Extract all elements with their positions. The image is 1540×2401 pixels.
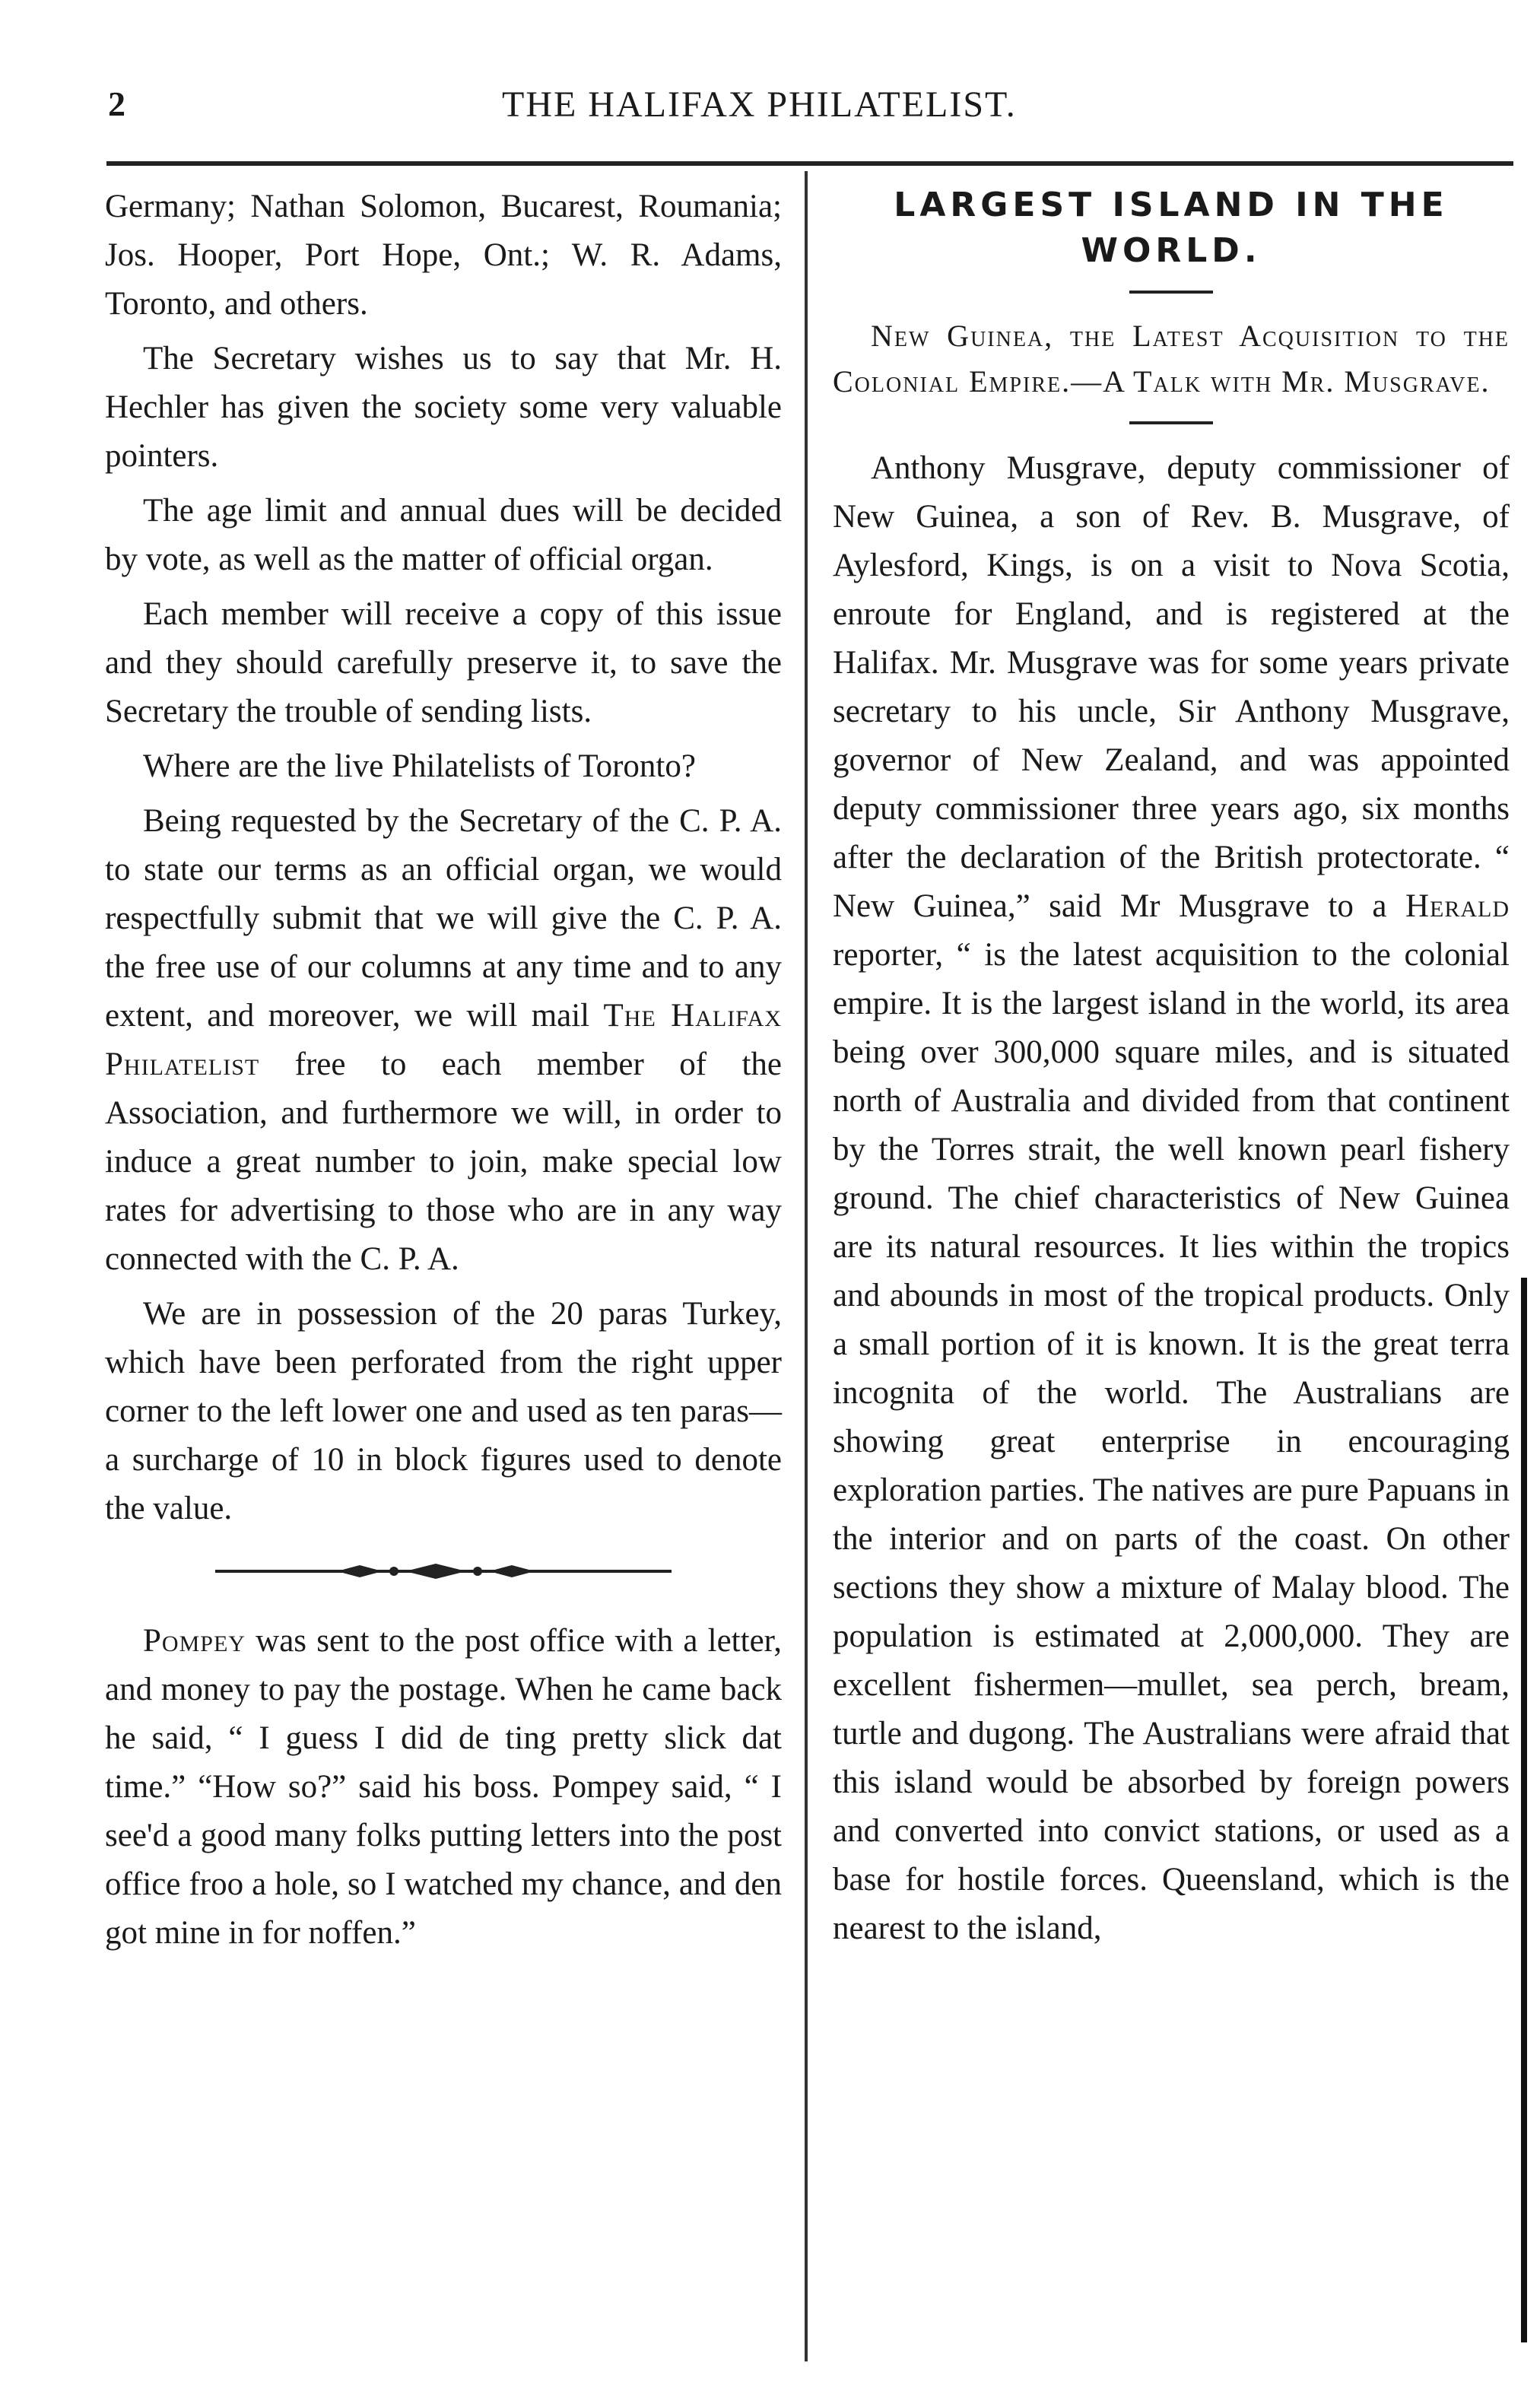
- title-rule: [1129, 291, 1213, 294]
- subheading-rule: [1129, 421, 1213, 424]
- toronto-question-paragraph: Where are the live Philatelists of Toronto?: [143, 748, 696, 784]
- article-text-before: Anthony Musgrave, deputy commissioner of New Guinea, a son of Rev. B. Musgrave, of Aylesford, Kings, is on a visit to Nova Scotia, enroute for England, and is registered at the Halifax. Mr. Musgrave was for some years private secretary to his uncle, Sir Anthony Musgrave, governor of New Zealand, and was appointed deputy commissioner three years ago, six months after the declaration of the British protectorate. “ New Guinea,” said Mr Musgrave to a: [833, 450, 1510, 924]
- page-header: [91, 84, 1506, 137]
- cpa-text-after: free to each member of the Association, and furthermore we will, in order to induce a great number to join, make special low rates for advertising to those who are in any way connected with the C. P. A.: [105, 1046, 782, 1277]
- member-copy-paragraph: Each member will receive a copy of this issue and they should carefully preserve it, to save the Secretary the trouble of sending lists.: [105, 596, 782, 729]
- cpa-terms-paragraph: [105, 797, 782, 1284]
- turkey-stamp-paragraph: We are in possession of the 20 paras Turkey, which have been perforated from the right upper corner to the left lower one and used as ten paras—a surcharge of 10 in block figures used to denote the value.: [105, 1296, 782, 1526]
- pompey-anecdote-paragraph: [105, 1617, 782, 1958]
- article-body-paragraph: [833, 444, 1510, 1953]
- page-number: 2: [108, 84, 125, 123]
- members-list-paragraph: Germany; Nathan Solomon, Bucarest, Roumania; Jos. Hooper, Port Hope, Ont.; W. R. Adams, Toronto, and others.: [105, 189, 782, 322]
- article-text-after: reporter, “ is the latest acquisition to the colonial empire. It is the largest island in the world, its area being over 300,000 square miles, and is situated north of Australia and divided from that continent by the Torres strait, the well known pearl fishery ground. The chief characteristics of New Guinea are its natural resources. It lies within the tropics and abounds in most of the tropical products. Only a small portion of it is known. It is the great terra incognita of the world. The Australians are showing great enterprise in encouraging exploration parties. The natives are pure Papuans in the interior and on parts of the coast. On other sections they show a mixture of Malay blood. The population is estimated at 2,000,000. They are excellent fishermen—mullet, sea perch, bream, turtle and dugong. The Australians were afraid that this island would be absorbed by foreign powers and converted into convict stations, or used as a base for hostile forces. Queensland, which is the nearest to the island,: [833, 937, 1510, 1946]
- paper-name: The Halifax Philatelist: [105, 998, 782, 1082]
- article-title: LARGEST ISLAND IN THE WORLD.: [894, 186, 1449, 270]
- article-subheading: New Guinea, the Latest Acquisition to the Colonial Empire.—A Talk with Mr. Musgrave.: [833, 319, 1510, 399]
- pompey-text: was sent to the post office with a letter, and money to pay the postage. When he came back he said, “ I guess I did de ting pretty slick dat time.” “How so?” said his boss. Pompey said, “ I see'd a good many folks putting letters into the post office froo a hole, so I watched my chance, and den got mine in for noffen.”: [105, 1623, 782, 1951]
- header-rule: [106, 161, 1513, 166]
- right-edge-rule: [1521, 1278, 1527, 2342]
- herald-name: Herald: [1405, 888, 1510, 924]
- age-limit-paragraph: The age limit and annual dues will be decided by vote, as well as the matter of official organ.: [105, 493, 782, 577]
- pompey-lead: Pompey: [143, 1623, 246, 1659]
- running-title: THE HALIFAX PHILATELIST.: [502, 84, 1017, 125]
- left-column: [105, 183, 782, 1958]
- secretary-paragraph: The Secretary wishes us to say that Mr. H. Hechler has given the society some very valuable pointers.: [105, 341, 782, 474]
- ornament-divider-icon: [208, 1556, 679, 1586]
- column-divider: [805, 171, 808, 2361]
- right-column: [833, 183, 1510, 1953]
- cpa-text-before: Being requested by the Secretary of the C. P. A. to state our terms as an official organ, we would respectfully submit that we will give the C. P. A. the free use of our columns at any time and to any extent, and moreover, we will mail: [105, 803, 782, 1034]
